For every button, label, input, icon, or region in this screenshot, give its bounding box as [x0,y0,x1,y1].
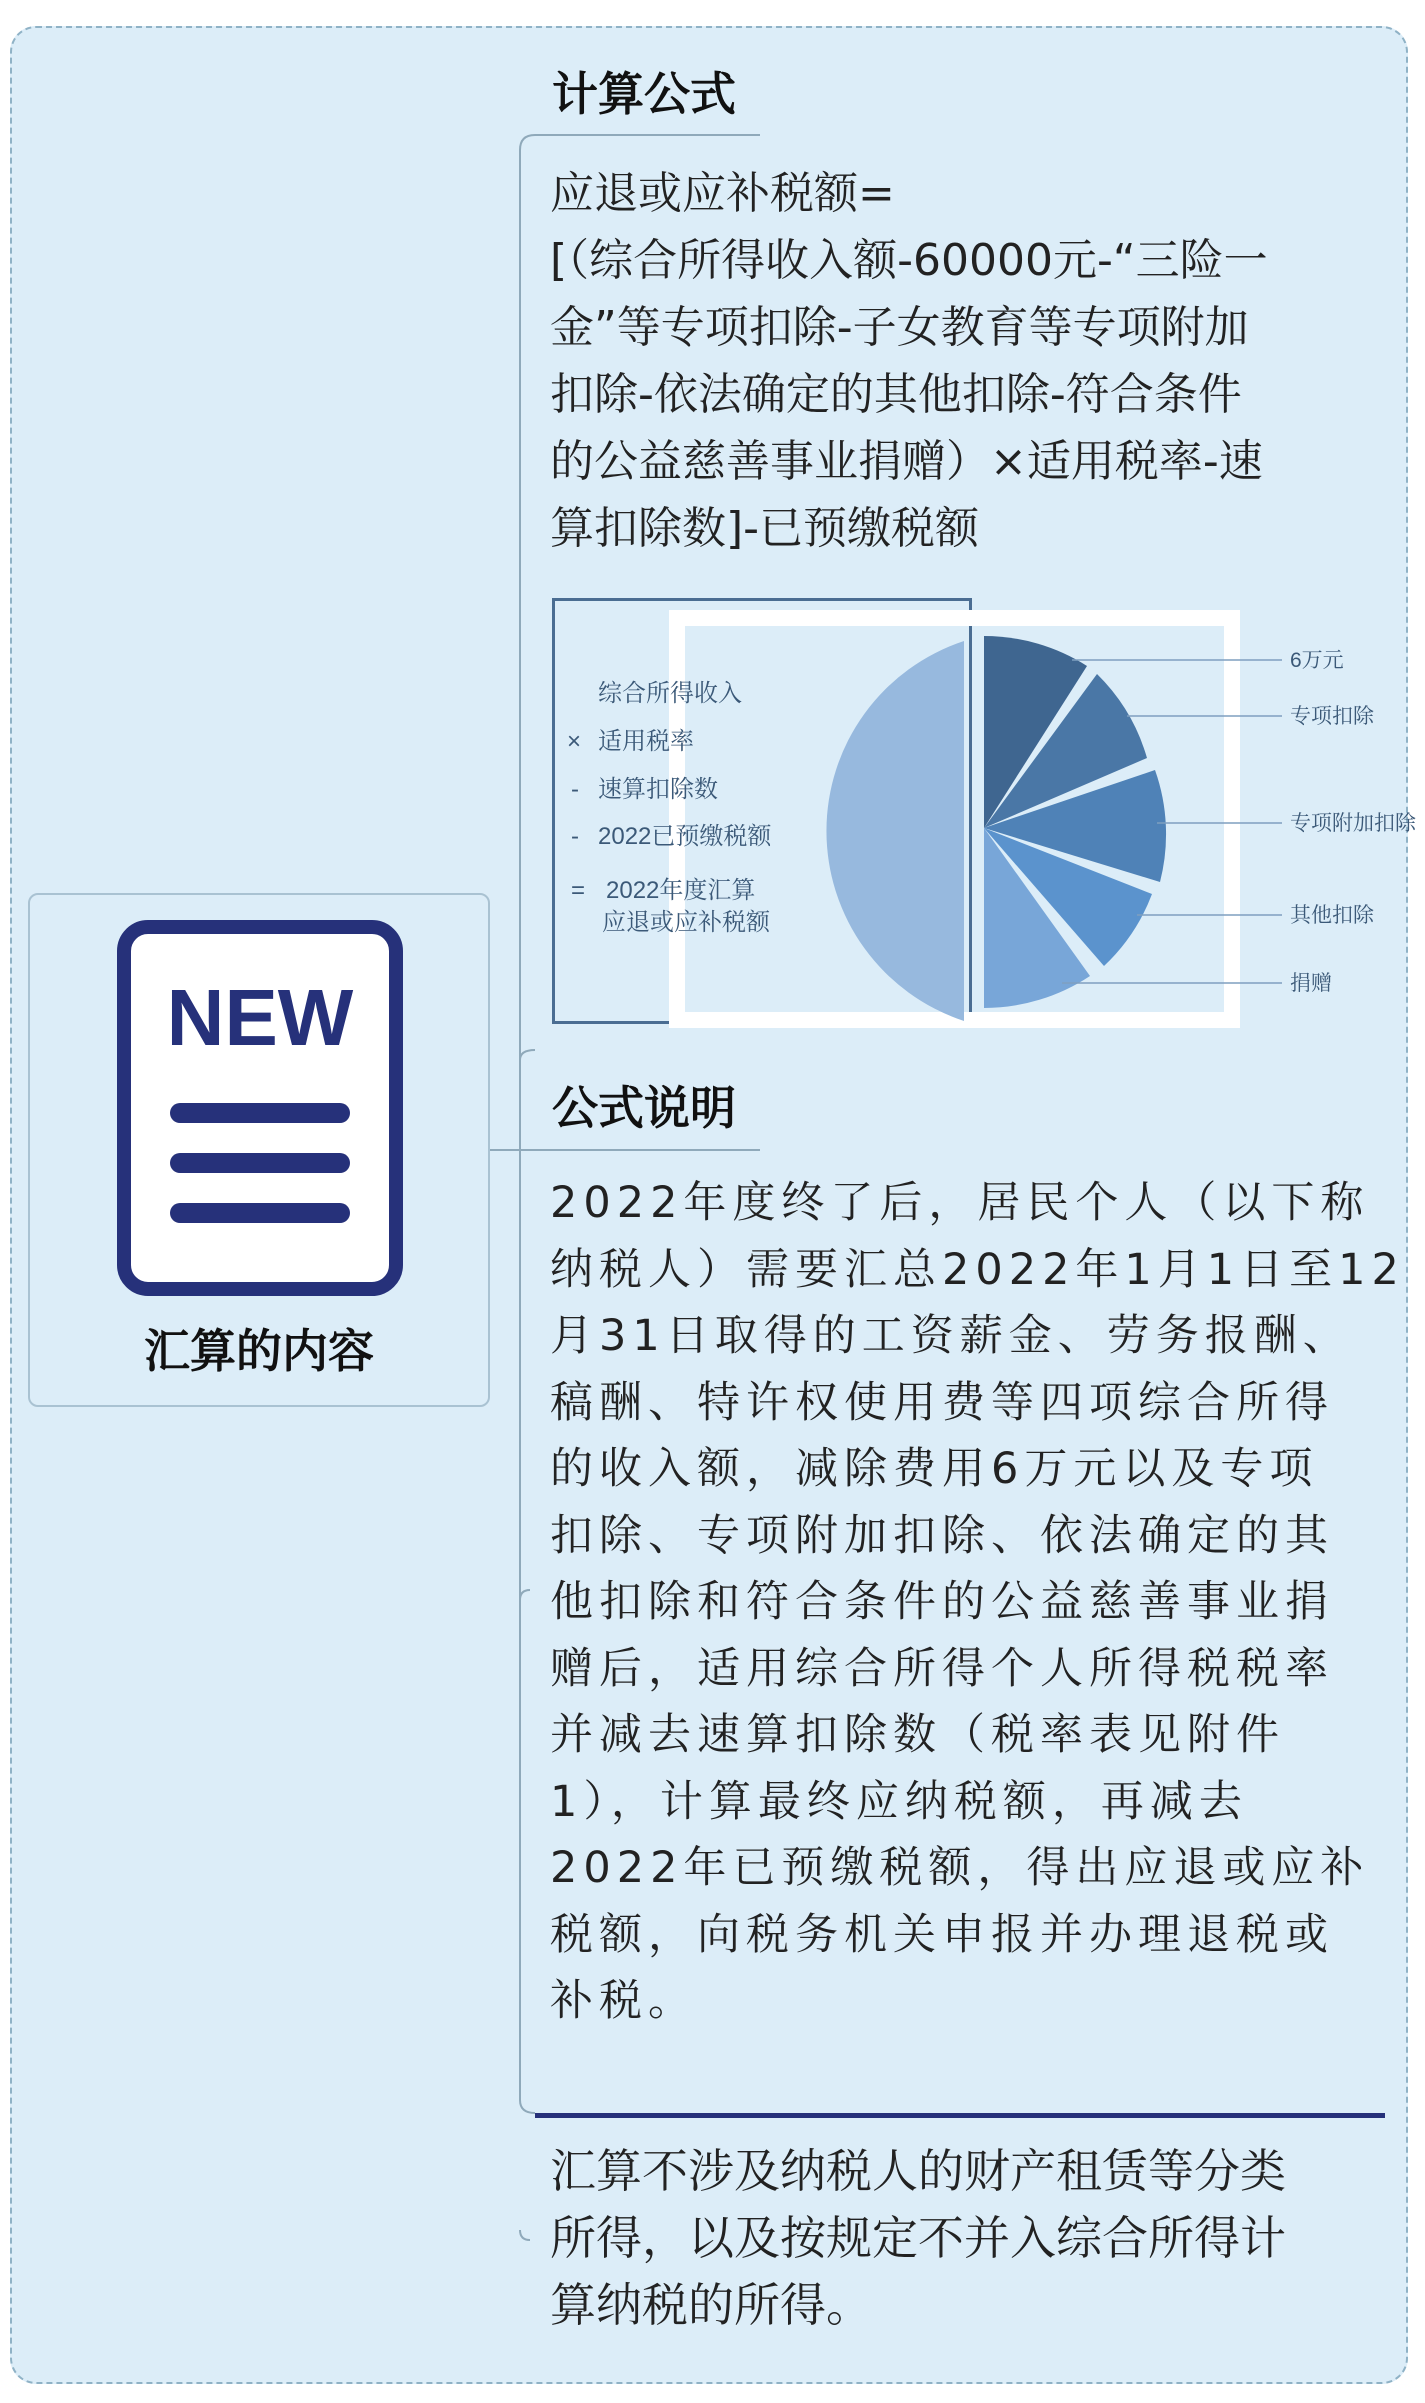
node-title: 汇算的内容 [144,1324,374,1378]
explain-line: 补税。 [550,1976,697,2026]
operator-minus: - [571,823,579,850]
label-tax-rate: 适用税率 [598,728,694,755]
label-result-line2: 应退或应补税额 [602,909,770,936]
formula-text [550,160,1370,562]
note-line: 所得，以及按规定不并入综合所得计 [550,2211,1286,2265]
formula-line: 金”等专项扣除-子女教育等专项附加 [550,302,1249,353]
label-result-line1: 2022年度汇算 [606,877,756,904]
note-divider [535,2113,1385,2118]
formula-line: 的公益慈善事业捐赠）×适用税率-速 [550,436,1263,487]
operator-minus: - [571,776,579,803]
explain-title: 公式说明 [552,1081,736,1135]
explain-line: 扣除、专项附加扣除、依法确定的其 [550,1510,1334,1561]
explain-line: 他扣除和符合条件的公益慈善事业捐 [550,1577,1334,1627]
operator-times: × [567,728,582,755]
slice-label-additional: 专项附加扣除 [1290,812,1416,835]
explain-line: 的收入额，减除费用6万元以及专项 [550,1444,1319,1494]
note-line: 汇算不涉及纳税人的财产租赁等分类 [550,2144,1286,2198]
note-line: 算纳税的所得。 [550,2278,872,2332]
central-node[interactable] [28,893,490,1407]
explain-line: 税额，向税务机关申报并办理退税或 [550,1909,1334,1960]
formula-line: 扣除-依法确定的其他扣除-符合条件 [550,369,1242,420]
explain-text [550,1170,1405,2035]
explain-line: 月31日取得的工资薪金、劳务报酬、 [550,1311,1352,1361]
explain-line: 2022年已预缴税额，得出应退或应补 [550,1843,1370,1893]
slice-label-donation: 捐赠 [1290,972,1332,995]
slice-label-other: 其他扣除 [1290,904,1374,927]
new-icon-text: NEW [166,973,354,1062]
explain-line: 1），计算最终应纳税额，再减去 [550,1776,1248,1827]
explain-line: 并减去速算扣除数（税率表见附件 [550,1710,1285,1760]
label-prepaid: 2022已预缴税额 [598,823,772,850]
income-half-disc [826,641,964,1021]
formula-line: [（综合所得收入额-60000元-“三险一 [550,235,1268,286]
formula-diagram [552,598,1416,1038]
formula-line: 算扣除数]-已预缴税额 [550,503,980,554]
explain-line: 纳税人）需要汇总2022年1月1日至12 [550,1244,1405,1295]
slice-label-60000: 6万元 [1290,649,1344,672]
label-quick-deduction: 速算扣除数 [598,776,718,803]
new-document-icon [110,913,410,1303]
label-income: 综合所得收入 [598,680,742,707]
formula-title: 计算公式 [552,67,736,121]
note-text [550,2138,1370,2339]
explain-line: 2022年度终了后，居民个人（以下称 [550,1178,1370,1228]
operator-equals: = [571,877,586,904]
explain-line: 赠后，适用综合所得个人所得税税率 [550,1643,1334,1694]
formula-line: 应退或应补税额= [550,168,895,219]
explain-line: 稿酬、特许权使用费等四项综合所得 [550,1377,1334,1428]
slice-label-special: 专项扣除 [1290,705,1374,728]
